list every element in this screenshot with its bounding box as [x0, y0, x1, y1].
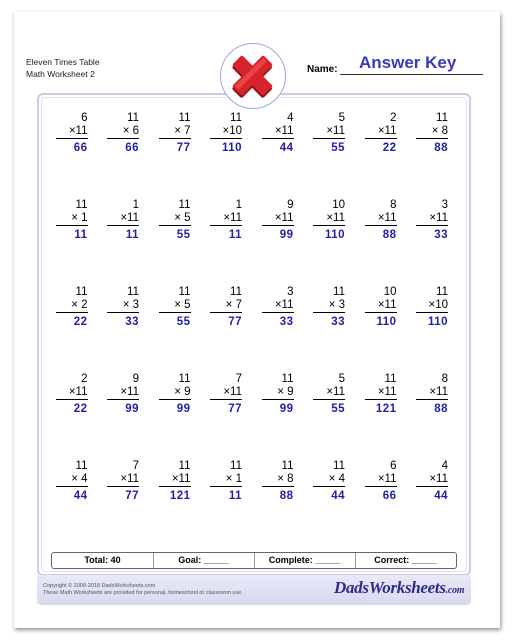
multiplication-problem — [306, 373, 358, 415]
problem-multiplier: × 9 — [262, 386, 294, 400]
problem-multiplier: × 7 — [210, 299, 242, 313]
multiplication-problem — [151, 286, 203, 328]
problem-multiplicand: 11 — [230, 286, 242, 298]
multiplication-problem — [100, 460, 152, 502]
problem-answer: 110 — [427, 316, 448, 328]
problem-multiplier: × 6 — [107, 125, 139, 139]
multiplication-problem — [151, 199, 203, 241]
problem-multiplier: ×11 — [56, 125, 88, 139]
problem-multiplicand: 11 — [127, 112, 139, 124]
problem-answer: 33 — [434, 229, 448, 241]
problem-multiplier: × 4 — [313, 473, 345, 487]
problem-multiplicand: 1 — [132, 199, 139, 211]
problem-answer: 11 — [74, 229, 88, 241]
problem-multiplicand: 2 — [81, 373, 88, 385]
problem-answer: 77 — [176, 142, 191, 154]
problem-multiplicand: 11 — [75, 286, 88, 298]
problem-multiplier: ×11 — [56, 386, 88, 400]
copyright-line-2: These Math Worksheets are provided for personal, homeschool or classroom use. — [43, 590, 243, 596]
problem-multiplicand: 11 — [333, 460, 345, 472]
problem-multiplier: ×10 — [210, 125, 242, 139]
multiplication-problem — [48, 460, 100, 502]
problem-answer: 66 — [125, 142, 139, 154]
problem-multiplicand: 3 — [441, 199, 448, 211]
multiplication-problem — [409, 460, 461, 502]
multiplication-problem — [48, 286, 100, 328]
problem-multiplicand: 6 — [81, 112, 88, 124]
correct-field: Correct: _____ — [374, 555, 437, 565]
brand-tld: .com — [445, 585, 465, 596]
problem-answer: 11 — [228, 229, 242, 241]
problem-multiplier: ×11 — [262, 299, 294, 313]
multiplication-problem — [151, 112, 203, 154]
problem-multiplicand: 1 — [235, 199, 242, 211]
problem-multiplicand: 11 — [178, 112, 191, 124]
problem-answer: 44 — [434, 490, 448, 502]
problem-multiplicand: 11 — [230, 460, 242, 472]
multiplication-problem — [203, 373, 255, 415]
multiplication-problem — [254, 286, 306, 328]
problem-row — [48, 112, 460, 154]
problem-multiplicand: 4 — [287, 112, 294, 124]
red-x-icon — [221, 44, 284, 107]
problem-multiplier: ×11 — [365, 212, 397, 226]
multiplication-problem — [306, 286, 358, 328]
problem-answer: 66 — [382, 490, 397, 502]
multiplication-problem — [151, 460, 203, 502]
total-count: Total: 40 — [84, 555, 121, 565]
problem-multiplicand: 4 — [441, 460, 448, 472]
problem-multiplicand: 11 — [75, 460, 88, 472]
problem-multiplier: ×11 — [313, 386, 345, 400]
problem-answer: 44 — [331, 490, 345, 502]
problem-answer: 33 — [125, 316, 139, 328]
problem-multiplicand: 8 — [390, 199, 397, 211]
title-line-1: Eleven Times Table — [26, 57, 100, 67]
problem-row — [48, 373, 460, 415]
problem-multiplicand: 6 — [390, 460, 397, 472]
problem-multiplicand: 8 — [441, 373, 448, 385]
problem-multiplier: × 5 — [159, 299, 191, 313]
problem-multiplicand: 11 — [178, 286, 191, 298]
problem-answer: 88 — [279, 490, 294, 502]
brand-logo[interactable] — [334, 578, 464, 598]
multiplication-problem — [357, 460, 409, 502]
problem-multiplier: ×11 — [313, 125, 345, 139]
problem-answer: 88 — [434, 142, 448, 154]
multiplication-problem — [254, 199, 306, 241]
problem-multiplier: × 3 — [313, 299, 345, 313]
multiplication-problem — [100, 112, 152, 154]
problem-multiplicand: 11 — [333, 286, 345, 298]
multiplication-problem — [151, 373, 203, 415]
problem-multiplier: × 8 — [262, 473, 294, 487]
brand-name: DadsWorksheets — [334, 578, 446, 597]
problem-multiplier: × 7 — [159, 125, 191, 139]
copyright-notice — [43, 583, 243, 597]
problem-answer: 44 — [73, 490, 88, 502]
problem-row — [48, 286, 460, 328]
problem-answer: 77 — [228, 316, 242, 328]
problem-multiplier: × 1 — [210, 473, 242, 487]
problem-multiplier: ×11 — [416, 212, 448, 226]
problem-answer: 55 — [176, 229, 191, 241]
problem-multiplicand: 3 — [287, 286, 294, 298]
multiplication-problem — [306, 199, 358, 241]
worksheet-title — [26, 56, 100, 80]
problem-multiplicand: 11 — [230, 112, 242, 124]
multiplication-problem — [100, 199, 152, 241]
multiplication-problem — [254, 112, 306, 154]
multiplication-problem — [203, 199, 255, 241]
problem-answer: 11 — [125, 229, 139, 241]
problem-answer: 22 — [73, 316, 88, 328]
answer-key-label: Answer Key — [359, 53, 457, 72]
problem-answer: 99 — [176, 403, 191, 415]
multiplication-problem — [100, 286, 152, 328]
problem-multiplicand: 10 — [383, 286, 397, 298]
problem-multiplicand: 11 — [436, 286, 448, 298]
multiplication-problem — [357, 199, 409, 241]
problem-multiplier: ×11 — [365, 299, 397, 313]
problem-multiplier: × 2 — [56, 299, 88, 313]
problem-multiplicand: 11 — [281, 373, 294, 385]
multiplication-problem — [203, 286, 255, 328]
multiplication-problem — [254, 460, 306, 502]
problem-answer: 77 — [228, 403, 242, 415]
problem-multiplicand: 9 — [132, 373, 139, 385]
problem-answer: 33 — [331, 316, 345, 328]
problem-multiplicand: 5 — [338, 373, 345, 385]
problem-answer: 110 — [324, 229, 345, 241]
problem-multiplicand: 11 — [178, 373, 191, 385]
copyright-line-1: Copyright © 2008-2018 DadsWorksheets.com — [43, 583, 156, 589]
problem-answer: 22 — [73, 403, 88, 415]
problem-answer: 66 — [73, 142, 88, 154]
problem-answer: 11 — [228, 490, 242, 502]
problem-multiplier: ×11 — [365, 386, 397, 400]
problem-multiplier: × 9 — [159, 386, 191, 400]
problem-multiplier: ×11 — [210, 212, 242, 226]
problem-multiplier: ×11 — [416, 386, 448, 400]
problem-answer: 99 — [125, 403, 139, 415]
problem-multiplier: ×11 — [262, 125, 294, 139]
problem-answer: 121 — [375, 403, 397, 415]
multiplication-problem — [306, 460, 358, 502]
problem-multiplicand: 11 — [436, 112, 448, 124]
problem-multiplicand: 11 — [384, 373, 397, 385]
problem-row — [48, 460, 460, 502]
problem-multiplier: ×11 — [107, 212, 139, 226]
problem-multiplier: × 3 — [107, 299, 139, 313]
problem-multiplicand: 5 — [338, 112, 345, 124]
problem-answer: 55 — [176, 316, 191, 328]
multiplication-problem — [306, 112, 358, 154]
multiplication-problem — [357, 286, 409, 328]
problem-answer: 88 — [382, 229, 397, 241]
problem-multiplicand: 11 — [281, 460, 294, 472]
problem-multiplier: × 8 — [416, 125, 448, 139]
problem-multiplicand: 10 — [332, 199, 345, 211]
score-box — [51, 552, 457, 569]
multiplication-problem — [409, 373, 461, 415]
problem-answer: 110 — [376, 316, 397, 328]
multiplication-problem — [254, 373, 306, 415]
problem-multiplier: ×10 — [416, 299, 448, 313]
name-line — [340, 74, 483, 75]
problem-multiplier: ×11 — [313, 212, 345, 226]
problem-multiplier: ×11 — [159, 473, 191, 487]
name-label: Name: — [307, 64, 338, 75]
problem-row — [48, 199, 460, 241]
problem-multiplicand: 2 — [390, 112, 397, 124]
problem-multiplicand: 11 — [178, 199, 191, 211]
problem-answer: 121 — [169, 490, 191, 502]
problem-multiplicand: 11 — [178, 460, 191, 472]
problem-multiplier: × 1 — [56, 212, 88, 226]
problem-answer: 33 — [279, 316, 294, 328]
problem-answer: 44 — [279, 142, 294, 154]
multiplication-problem — [48, 199, 100, 241]
multiplication-problem — [48, 373, 100, 415]
problem-multiplicand: 9 — [287, 199, 294, 211]
problem-answer: 110 — [221, 142, 242, 154]
multiplication-problem — [203, 112, 255, 154]
problem-multiplier: × 4 — [56, 473, 88, 487]
problem-multiplicand: 11 — [127, 286, 139, 298]
problem-answer: 22 — [382, 142, 397, 154]
multiplication-problem — [409, 199, 461, 241]
goal-field: Goal: _____ — [178, 555, 229, 565]
multiplication-problem — [409, 286, 461, 328]
problem-answer: 55 — [331, 142, 345, 154]
problem-multiplier: × 5 — [159, 212, 191, 226]
multiplication-problem — [409, 112, 461, 154]
problem-answer: 88 — [434, 403, 448, 415]
problem-multiplier: ×11 — [210, 386, 242, 400]
problem-multiplicand: 7 — [132, 460, 139, 472]
problem-multiplicand: 11 — [75, 199, 88, 211]
problem-multiplier: ×11 — [365, 125, 397, 139]
multiplication-problem — [357, 373, 409, 415]
problem-multiplier: ×11 — [416, 473, 448, 487]
problem-answer: 99 — [279, 403, 294, 415]
problem-multiplicand: 7 — [235, 373, 242, 385]
problem-answer: 55 — [331, 403, 345, 415]
complete-field: Complete: _____ — [268, 555, 341, 565]
multiplication-problem — [357, 112, 409, 154]
multiplication-problem — [48, 112, 100, 154]
problem-multiplier: ×11 — [107, 473, 139, 487]
title-line-2: Math Worksheet 2 — [26, 69, 95, 79]
multiplication-problem — [100, 373, 152, 415]
name-field — [307, 53, 487, 76]
problem-multiplier: ×11 — [365, 473, 397, 487]
problem-answer: 99 — [279, 229, 294, 241]
problem-multiplier: ×11 — [107, 386, 139, 400]
problem-answer: 77 — [125, 490, 139, 502]
logo-badge — [220, 43, 286, 109]
multiplication-problem — [203, 460, 255, 502]
problem-multiplier: ×11 — [262, 212, 294, 226]
